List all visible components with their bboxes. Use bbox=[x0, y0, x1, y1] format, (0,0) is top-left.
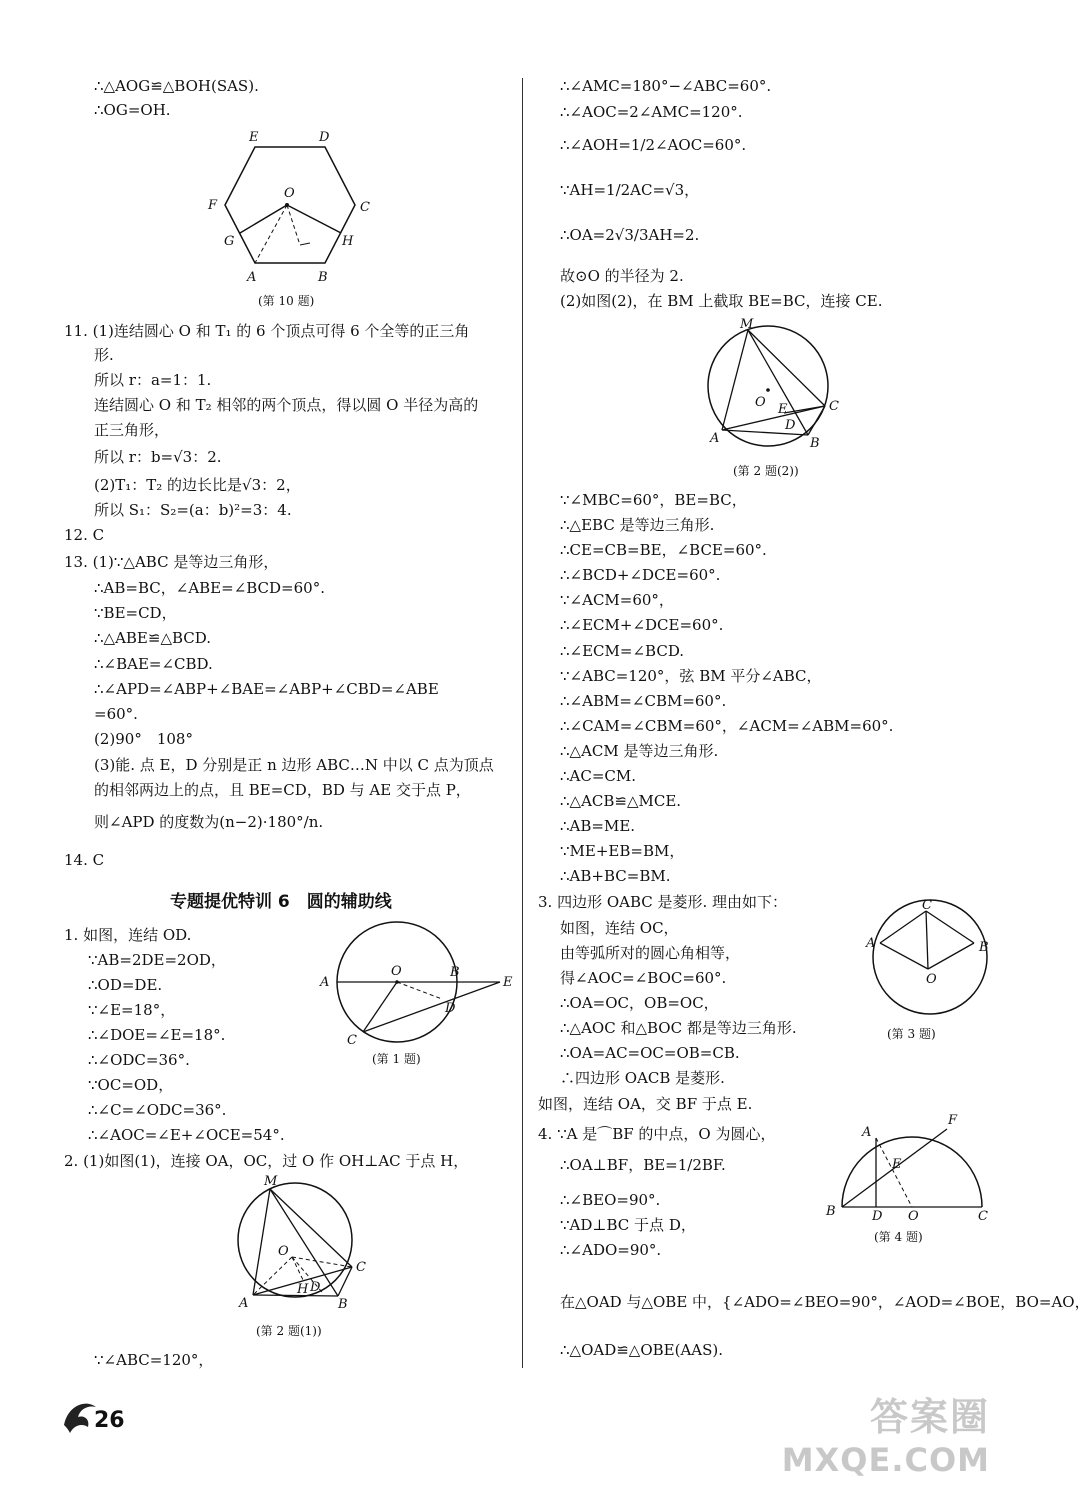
text-line: ∵∠ABC=120°，弦 BM 平分∠ABC， bbox=[560, 667, 822, 685]
figure-3-caption: (第 3 题) bbox=[887, 1027, 936, 1041]
text-line: 4. ∵A 是⌒BF 的中点，O 为圆心， bbox=[538, 1125, 776, 1143]
label-A: A bbox=[239, 1296, 249, 1311]
label-E: E bbox=[892, 1157, 902, 1172]
text-line: 13. (1)∵△ABC 是等边三角形， bbox=[64, 553, 279, 571]
label-C: C bbox=[978, 1209, 988, 1224]
figure-10-caption: (第 10 题) bbox=[258, 294, 315, 308]
label-B: B bbox=[338, 1297, 348, 1312]
text-line: ∴∠CAM=∠CBM=60°，∠ACM=∠ABM=60°. bbox=[560, 717, 894, 735]
text-line: (3)能. 点 E，D 分别是正 n 边形 ABC…N 中以 C 点为顶点 bbox=[94, 756, 494, 774]
text-line: (2)如图(2)，在 BM 上截取 BE=BC，连接 CE. bbox=[560, 292, 883, 310]
text-line: 如图，连结 OC， bbox=[560, 919, 679, 937]
label-O: O bbox=[908, 1209, 919, 1224]
text-line: (2)90° 108° bbox=[94, 730, 193, 748]
label-D: D bbox=[319, 130, 330, 145]
label-D: D bbox=[310, 1280, 321, 1295]
figure-2-1-circle bbox=[230, 1175, 375, 1315]
text-line: ∴AB=BC，∠ABE=∠BCD=60°. bbox=[94, 579, 325, 597]
text-line: ∴∠ODC=36°. bbox=[88, 1051, 190, 1069]
watermark bbox=[782, 1386, 990, 1479]
text-line: ∴∠AMC=180°−∠ABC=60°. bbox=[560, 77, 772, 95]
text-line: ∴OA=AC=OC=OB=CB. bbox=[560, 1044, 740, 1062]
label-O: O bbox=[284, 186, 295, 201]
label-A: A bbox=[247, 270, 257, 285]
label-O: O bbox=[926, 972, 937, 987]
text-line: 所以 r：b=√3：2. bbox=[94, 448, 222, 466]
text-line: ∵BE=CD， bbox=[94, 604, 177, 622]
text-line: 故⊙O 的半径为 2. bbox=[560, 267, 684, 285]
label-C: C bbox=[922, 898, 932, 913]
label-A: A bbox=[862, 1125, 872, 1140]
text-line: 形. bbox=[94, 346, 114, 364]
label-E: E bbox=[249, 130, 259, 145]
figure-3-circle bbox=[860, 895, 995, 1020]
watermark-en: MXQE.COM bbox=[781, 1441, 990, 1479]
text-line: (2)T₁：T₂ 的边长比是√3：2， bbox=[94, 476, 301, 494]
text-line: ∴OA⊥BF，BE=1/2BF. bbox=[560, 1156, 726, 1174]
text-line: ∴△EBC 是等边三角形. bbox=[560, 516, 715, 534]
figure-4-semicircle bbox=[822, 1112, 994, 1222]
text-line: ∴△ACB≌△MCE. bbox=[560, 792, 682, 810]
label-M: M bbox=[740, 317, 754, 332]
label-B: B bbox=[450, 965, 460, 980]
text-line: 1. 如图，连结 OD. bbox=[64, 926, 192, 944]
text-line: ∵ME+EB=BM， bbox=[560, 842, 685, 860]
label-A: A bbox=[866, 936, 876, 951]
label-B: B bbox=[810, 436, 820, 451]
text-line: ∴∠ECM=∠BCD. bbox=[560, 642, 685, 660]
text-line: ∴OD=DE. bbox=[88, 976, 163, 994]
text-line: ∴OA=2√3/3AH=2. bbox=[560, 226, 700, 244]
text-line: ∴∠APD=∠ABP+∠BAE=∠ABP+∠CBD=∠ABE bbox=[94, 680, 439, 698]
text-line: ∴∠DOE=∠E=18°. bbox=[88, 1026, 226, 1044]
text-line: 的相邻两边上的点，且 BE=CD，BD 与 AE 交于点 P， bbox=[94, 781, 471, 799]
text-line: ∴∠AOC=2∠AMC=120°. bbox=[560, 103, 743, 121]
text-line: ∵AD⊥BC 于点 D， bbox=[560, 1216, 696, 1234]
text-line: 11. (1)连结圆心 O 和 T₁ 的 6 个顶点可得 6 个全等的正三角 bbox=[64, 322, 470, 340]
label-C: C bbox=[829, 399, 839, 414]
figure-2-2-caption: (第 2 题(2)) bbox=[733, 464, 799, 478]
label-O: O bbox=[755, 395, 766, 410]
text-line: 连结圆心 O 和 T₂ 相邻的两个顶点，得以圆 O 半径为高的 bbox=[94, 396, 479, 414]
text-line: ∴△ABE≌△BCD. bbox=[94, 629, 212, 647]
text-line: ∴∠ADO=90°. bbox=[560, 1241, 662, 1259]
text-line: 2. (1)如图(1)，连接 OA，OC，过 O 作 OH⊥AC 于点 H， bbox=[64, 1152, 469, 1170]
watermark-cn: 答案圈 bbox=[869, 1395, 990, 1439]
text-line: ∴∠ECM+∠DCE=60°. bbox=[560, 616, 724, 634]
text-line: ∵OC=OD， bbox=[88, 1076, 174, 1094]
text-line: 由等弧所对的圆心角相等， bbox=[560, 944, 741, 962]
text-line: ∴∠ABM=∠CBM=60°. bbox=[560, 692, 727, 710]
figure-2-1-caption: (第 2 题(1)) bbox=[256, 1324, 322, 1338]
text-line: ∴∠BEO=90°. bbox=[560, 1191, 661, 1209]
text-line: 所以 S₁：S₂=(a：b)²=3：4. bbox=[94, 501, 292, 519]
label-B: B bbox=[826, 1204, 836, 1219]
column-divider bbox=[522, 78, 523, 1368]
text-line: ∴∠AOC=∠E+∠OCE=54°. bbox=[88, 1126, 285, 1144]
figure-10-hexagon bbox=[200, 125, 370, 290]
text-line: ∴∠C=∠ODC=36°. bbox=[88, 1101, 227, 1119]
label-B: B bbox=[318, 270, 328, 285]
text-line: ∴△AOG≌△BOH(SAS). bbox=[94, 77, 259, 95]
text-line: ∴OG=OH. bbox=[94, 101, 171, 119]
text-line: ∴AB+BC=BM. bbox=[560, 867, 671, 885]
text-line: ∴△OAD≌△OBE(AAS). bbox=[560, 1341, 724, 1359]
text-line: ∴△AOC 和△BOC 都是等边三角形. bbox=[560, 1019, 797, 1037]
text-line: 得∠AOC=∠BOC=60°. bbox=[560, 969, 727, 987]
label-D: D bbox=[872, 1209, 883, 1224]
text-line: 12. C bbox=[64, 526, 105, 544]
label-F: F bbox=[208, 198, 218, 213]
figure-1-caption: (第 1 题) bbox=[372, 1052, 421, 1066]
text-line: ∴△ACM 是等边三角形. bbox=[560, 742, 719, 760]
text-line: ∴∠AOH=1/2∠AOC=60°. bbox=[560, 136, 747, 154]
label-A: A bbox=[710, 431, 720, 446]
label-E: E bbox=[778, 402, 788, 417]
text-line: ∴CE=CB=BE，∠BCE=60°. bbox=[560, 541, 767, 559]
label-H: H bbox=[342, 234, 354, 249]
text-line: ∴AB=ME. bbox=[560, 817, 636, 835]
label-E: E bbox=[503, 975, 513, 990]
text-line: 如图，连结 OA，交 BF 于点 E. bbox=[538, 1095, 753, 1113]
label-D: D bbox=[785, 418, 796, 433]
text-line: ∵∠E=18°， bbox=[88, 1001, 176, 1019]
page-number: 26 bbox=[94, 1408, 125, 1433]
text-line: ∴四边形 OACB 是菱形. bbox=[560, 1069, 725, 1087]
figure-1-circle bbox=[315, 920, 520, 1050]
text-line: 14. C bbox=[64, 851, 105, 869]
text-line: ∵AH=1/2AC=√3， bbox=[560, 181, 700, 199]
text-line: ∴AC=CM. bbox=[560, 767, 637, 785]
label-F: F bbox=[948, 1113, 958, 1128]
text-line: 则∠APD 的度数为(n−2)·180°/n. bbox=[94, 813, 324, 831]
text-line: =60°. bbox=[94, 705, 138, 723]
text-line: ∴∠BCD+∠DCE=60°. bbox=[560, 566, 721, 584]
label-B: B bbox=[979, 940, 989, 955]
figure-4-caption: (第 4 题) bbox=[874, 1230, 923, 1244]
label-C: C bbox=[356, 1260, 366, 1275]
label-O: O bbox=[391, 964, 402, 979]
label-C: C bbox=[347, 1033, 357, 1048]
label-A: A bbox=[320, 975, 330, 990]
text-line: ∵∠ACM=60°， bbox=[560, 591, 674, 609]
text-line: ∵∠MBC=60°，BE=BC， bbox=[560, 491, 747, 509]
text-line: 在△OAD 与△OBE 中，{∠ADO=∠BEO=90°，∠AOD=∠BOE，BO=AO， bbox=[560, 1293, 1090, 1311]
label-D: D bbox=[445, 1001, 456, 1016]
text-line: ∴∠BAE=∠CBD. bbox=[94, 655, 213, 673]
label-M: M bbox=[264, 1174, 278, 1189]
text-line: ∵AB=2DE=2OD， bbox=[88, 951, 226, 969]
section-title: 专题提优特训 6 圆的辅助线 bbox=[170, 892, 392, 912]
label-G: G bbox=[224, 234, 235, 249]
label-H: H bbox=[297, 1282, 309, 1297]
text-line: 3. 四边形 OABC 是菱形. 理由如下： bbox=[538, 893, 788, 911]
text-line: ∵∠ABC=120°， bbox=[94, 1351, 214, 1369]
text-line: 正三角形， bbox=[94, 421, 170, 439]
text-line: 所以 r：a=1：1. bbox=[94, 371, 212, 389]
text-line: ∴OA=OC，OB=OC， bbox=[560, 994, 719, 1012]
figure-2-2-circle bbox=[700, 318, 850, 458]
label-C: C bbox=[360, 200, 370, 215]
label-O: O bbox=[278, 1244, 289, 1259]
